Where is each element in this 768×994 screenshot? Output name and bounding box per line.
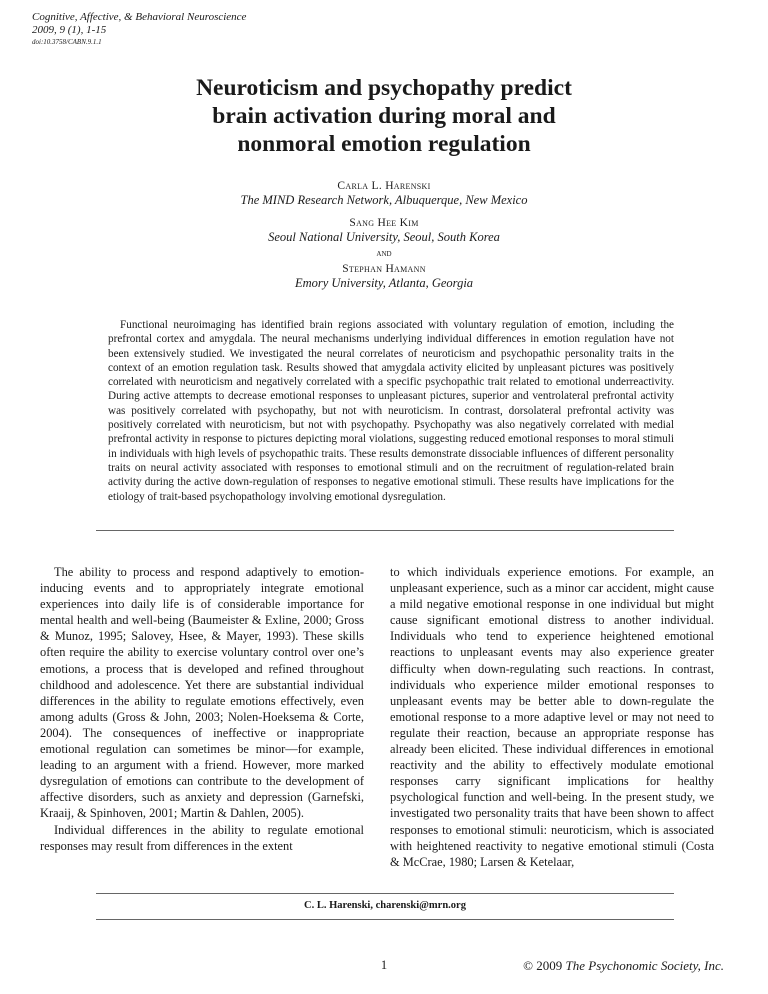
body-column-right: [390, 564, 714, 870]
footnote-rule-bottom: [96, 919, 674, 920]
paper-title: [120, 74, 648, 158]
body-paragraph: The ability to process and respond adaptively to emotion-inducing events and to appropriately integrate emotional experiences into daily life is of considerable importance for mental health and well-being (Baumeister & Exline, 2000; Gross & Munoz, 1995; Salovey, Hsee, & Mayer, 1993). These skills often require the ability to exercise voluntary control over one’s emotions, a process that is developed and refined throughout childhood and adolescence. Yet there are substantial individual differences in the ability to regulate emotions effectively, even among adults (Gross & John, 2003; Nolen-Hoeksema & Corte, 2004). The consequences of ineffective or inappropriate emotional regulation can sometimes be minor—for example, leading to an argument with a friend. However, more marked dysregulation of emotions can contribute to the development of affective disorders, such as anxiety and depression (Garnefski, Kraaij, & Spinhoven, 2001; Martin & Dahlen, 2005).: [40, 565, 364, 821]
title-line: brain activation during moral and: [212, 103, 556, 129]
author-name: Sang Hee Kim: [349, 217, 419, 229]
footnote-rule-top: [96, 893, 674, 894]
page-number: 1: [380, 958, 388, 972]
author-affiliation: Emory University, Atlanta, Georgia: [294, 276, 474, 290]
journal-doi: doi:10.3758/CABN.9.1.1: [32, 38, 102, 46]
author-2: [100, 216, 668, 245]
body-column-left: [40, 564, 364, 854]
body-paragraph: to which individuals experience emotions. For example, an unpleasant experience, such as a minor car accident, might cause a mild negative emotional response in one individual but might cause significant emotional distress to another individual. Individuals who tend to experience heightened emotional reactions to unpleasant events may also experience greater difficulty when down-regulating such reactions. In contrast, individuals who experience milder emotional responses to unpleasant events may be better able to down-regulate the emotional response to a more adaptive level or may not need to regulate their reaction, because an appropriate response has already been elicited. These individual differences in emotional reactivity and the ability to effectively modulate emotional responses carry significant implications for healthy psychological function and well-being. In the present study, we investigated two personality traits that have been shown to affect responses to emotional stimuli: neuroticism, which is associated with heightened reactivity to negative emotional stimuli (Costa & McCrae, 1980; Larsen & Ketelaar,: [390, 565, 714, 869]
author-affiliation: Seoul National University, Seoul, South Korea: [268, 230, 500, 244]
author-1: [100, 179, 668, 208]
author-affiliation: The MIND Research Network, Albuquerque, New Mexico: [240, 193, 528, 207]
abstract-divider: [96, 530, 674, 531]
title-line: nonmoral emotion regulation: [237, 131, 531, 157]
author-conjunction: and: [376, 248, 392, 259]
author-name: Carla L. Harenski: [337, 180, 431, 192]
author-3: [100, 262, 668, 291]
body-paragraph: Individual differences in the ability to regulate emotional responses may result from differences in the extent: [40, 822, 364, 853]
correspondence-note: C. L. Harenski, charenski@mrn.org: [304, 900, 466, 911]
journal-name: Cognitive, Affective, & Behavioral Neuroscience: [32, 11, 247, 23]
journal-header: [32, 11, 246, 47]
abstract: Functional neuroimaging has identified brain regions associated with voluntary regulation of emotion, including the prefrontal cortex and amygdala. The neural mechanisms underlying individual differences in emotion regulation have not been extensively studied. We investigated the neural correlates of neuroticism and psychopathic personality traits in the context of an emotion regulation task. Results showed that amygdala activity elicited by unpleasant pictures was positively correlated with neuroticism and negatively correlated with a specific psychopathic trait related to emotional underreactivity. During active attempts to decrease emotional responses to unpleasant pictures, superior and ventrolateral prefrontal activity was positively correlated with psychopathy, but not with neuroticism. In contrast, dorsolateral prefrontal activity was positively correlated with neuroticism, but not with psychopathy. Psychopathy was also negatively correlated with medial prefrontal activity in response to pictures depicting moral violations, suggesting reduced emotional responses to moral stimuli in individuals with high levels of psychopathic traits. These results demonstrate dissociable influences of different personality traits on neural activity associated with responses to emotional stimuli and on the recruitment of regulation-related brain activity during the active down-regulation of responses to negative emotional stimuli. These results have implications for the etiology of trait-based psychopathology involving emotional dysregulation.: [108, 319, 674, 503]
copyright-year: © 2009: [523, 958, 563, 973]
title-line: Neuroticism and psychopathy predict: [196, 75, 572, 101]
journal-issue: 2009, 9 (1), 1-15: [32, 24, 107, 36]
copyright-notice: [523, 958, 724, 974]
author-name: Stephan Hamann: [342, 263, 426, 275]
author-block: [100, 179, 668, 299]
copyright-publisher: The Psychonomic Society, Inc.: [565, 958, 724, 973]
